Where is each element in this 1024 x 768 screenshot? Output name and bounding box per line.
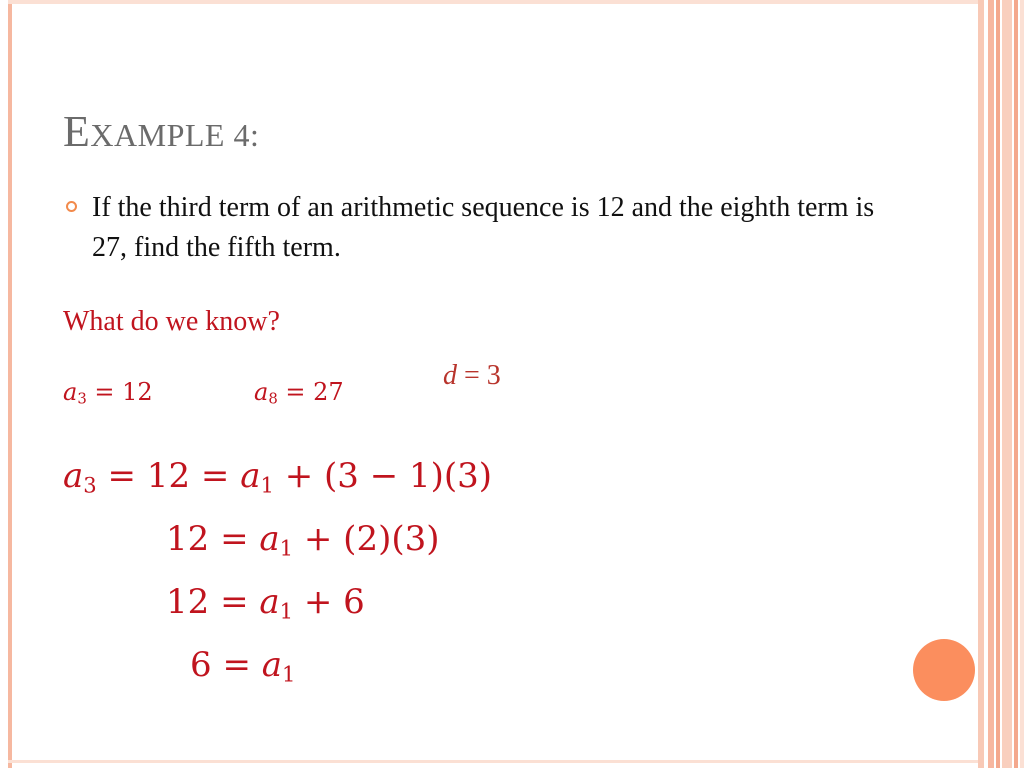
var-a: a [63,456,84,496]
given-a8-value: = 27 [277,378,344,406]
d-value: = 3 [457,360,501,391]
right-stripe [1020,0,1024,768]
bottom-frame-border [8,760,982,763]
top-frame-border [8,0,982,4]
var-a: a [259,519,280,559]
known-label: What do we know? [63,306,280,337]
subscript: 1 [282,661,296,687]
right-stripe [1002,0,1012,768]
equation-line-1 [63,456,492,497]
equation-end: + (2)(3) [293,519,440,559]
equation-line-4 [190,645,295,686]
equation-end: + (3 − 1)(3) [273,456,493,496]
var-a: a [259,582,280,622]
title-initial: E [63,107,91,156]
equation-middle: = 12 = [96,456,241,496]
given-a3-value: = 12 [86,378,153,406]
var-a: a [63,378,78,406]
subscript: 8 [268,389,278,408]
decorative-circle [913,639,975,701]
subscript: 3 [83,472,97,498]
var-d: d [443,360,457,391]
equation-line-2 [166,519,440,560]
right-stripe [1014,0,1018,768]
equation-lhs: 12 = [166,582,260,622]
equation-lhs: 6 = [190,645,262,685]
title-rest: XAMPLE 4: [90,117,260,153]
equation-end: + 6 [293,582,365,622]
problem-statement: If the third term of an arithmetic sequence is 12 and the eighth term is 27, find the fifth term. [92,192,875,263]
equation-lhs: 12 = [166,519,260,559]
subscript: 3 [77,389,87,408]
slide-title [63,106,259,157]
left-frame-border [8,0,12,768]
given-a3 [63,378,153,408]
right-stripe [988,0,994,768]
subscript: 1 [279,598,294,624]
right-stripe [996,0,1000,768]
common-difference [443,360,501,392]
equation-line-3 [166,582,365,623]
right-frame-border [978,0,984,768]
var-a: a [240,456,261,496]
var-a: a [261,645,283,685]
var-a: a [254,378,269,406]
subscript: 1 [260,472,274,498]
bullet-circle-icon [66,201,77,212]
given-a8 [254,378,344,408]
subscript: 1 [279,535,294,561]
